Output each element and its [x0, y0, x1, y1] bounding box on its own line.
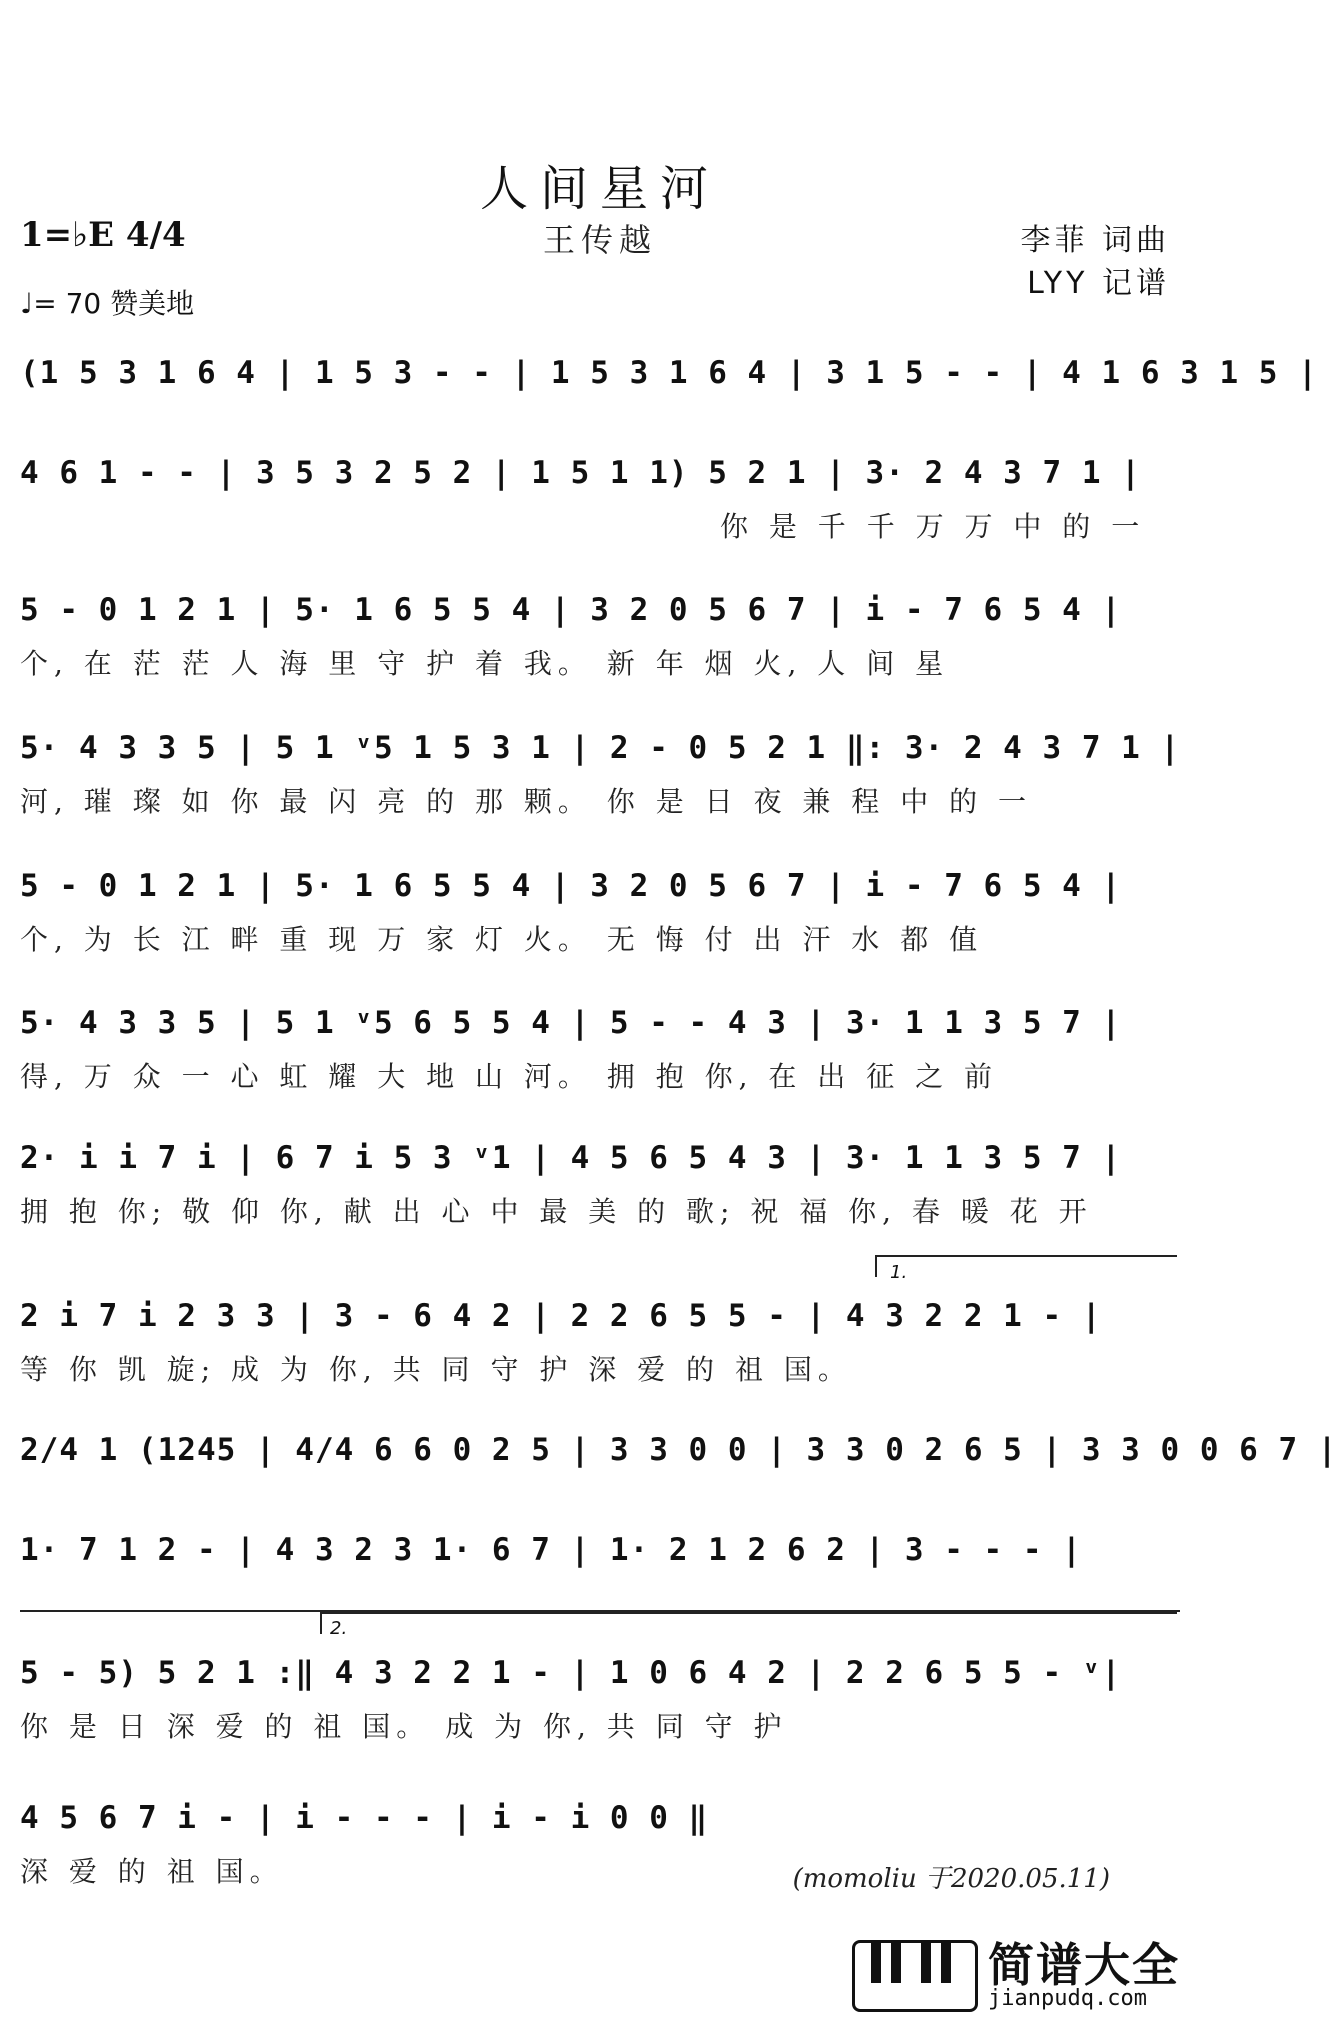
system-2-notes: 4 6 1 - - | 3 5 3 2 5 2 | 1 5 1 1) 5 2 1 | 3· 2 4 3 7 1 | — [20, 455, 1141, 491]
transcriber-credit: LYY 记谱 — [1027, 266, 1170, 301]
system-10-notes: 1· 7 1 2 - | 4 3 2 3 1· 6 7 | 1· 2 1 2 6 2 | 3 - - - | — [20, 1532, 1082, 1568]
system-11-lyrics: 你 是 日 深 爱 的 祖 国。 成 为 你, 共 同 守 护 — [20, 1710, 788, 1743]
lyrics-music-credit: 李菲 词曲 — [1020, 223, 1170, 258]
logo-name: 简谱大全 — [988, 1938, 1180, 1992]
system-12-notes: 4 5 6 7 i - | i - - - | i - i 0 0 ‖ — [20, 1800, 709, 1836]
key-signature: 1=♭E 4/4 — [20, 215, 186, 255]
system-5-lyrics: 个, 为 长 江 畔 重 现 万 家 灯 火。 无 悔 付 出 汗 水 都 值 — [20, 923, 984, 956]
volta-2-bracket — [320, 1612, 1177, 1634]
system-3-lyrics: 个, 在 茫 茫 人 海 里 守 护 着 我。 新 年 烟 火, 人 间 星 — [20, 647, 950, 680]
volta-1-bracket — [875, 1255, 1177, 1277]
system-6-notes: 5· 4 3 3 5 | 5 1 ᵛ5 6 5 5 4 | 5 - - 4 3 | 3· 1 1 3 5 7 | — [20, 1005, 1122, 1041]
system-7-lyrics: 拥 抱 你; 敬 仰 你, 献 出 心 中 最 美 的 歌; 祝 福 你, 春 暖 花 开 — [20, 1195, 1093, 1228]
system-4-lyrics: 河, 璀 璨 如 你 最 闪 亮 的 那 颗。 你 是 日 夜 兼 程 中 的 一 — [20, 785, 1033, 818]
system-3-notes: 5 - 0 1 2 1 | 5· 1 6 5 5 4 | 3 2 0 5 6 7 | i - 7 6 5 4 | — [20, 592, 1122, 628]
volta-2-label: 2. — [330, 1618, 348, 1639]
logo-url: jianpudq.com — [988, 1986, 1147, 2011]
system-5-notes: 5 - 0 1 2 1 | 5· 1 6 5 5 4 | 3 2 0 5 6 7 | i - 7 6 5 4 | — [20, 868, 1122, 904]
system-1-notes: (1 5 3 1 6 4 | 1 5 3 - - | 1 5 3 1 6 4 | 3 1 5 - - | 4 1 6 3 1 5 | — [20, 355, 1318, 391]
volta-1-label: 1. — [890, 1262, 908, 1283]
system-9-notes: 2/4 1 (1245 | 4/4 6 6 0 2 5 | 3 3 0 0 | 3 3 0 2 6 5 | 3 3 0 0 6 7 | — [20, 1432, 1337, 1468]
system-7-notes: 2· i i 7 i | 6 7 i 5 3 ᵛ1 | 4 5 6 5 4 3 | 3· 1 1 3 5 7 | — [20, 1140, 1122, 1176]
system-12-lyrics: 深 爱 的 祖 国。 — [20, 1855, 284, 1888]
transcription-signature: (momoliu 于2020.05.11) — [792, 1864, 1110, 1894]
singer-name: 王传越 — [542, 221, 657, 259]
song-title: 人间星河 — [479, 161, 720, 217]
site-logo[interactable] — [852, 1940, 1180, 2012]
system-11-notes: 5 - 5) 5 2 1 :‖ 4 3 2 2 1 - | 1 0 6 4 2 | 2 2 6 5 5 - ᵛ| — [20, 1655, 1122, 1691]
tempo-marking: ♩= 70 赞美地 — [20, 287, 195, 320]
system-4-notes: 5· 4 3 3 5 | 5 1 ᵛ5 1 5 3 1 | 2 - 0 5 2 1 ‖: 3· 2 4 3 7 1 | — [20, 730, 1181, 766]
system-8-notes: 2 i 7 i 2 3 3 | 3 - 6 4 2 | 2 2 6 5 5 - | 4 3 2 2 1 - | — [20, 1298, 1102, 1334]
piano-keys-icon — [852, 1940, 978, 2012]
system-8-lyrics: 等 你 凯 旋; 成 为 你, 共 同 守 护 深 爱 的 祖 国。 — [20, 1353, 852, 1386]
system-2-lyrics: 你 是 千 千 万 万 中 的 一 — [720, 510, 1146, 543]
system-6-lyrics: 得, 万 众 一 心 虹 耀 大 地 山 河。 拥 抱 你, 在 出 征 之 前 — [20, 1060, 999, 1093]
